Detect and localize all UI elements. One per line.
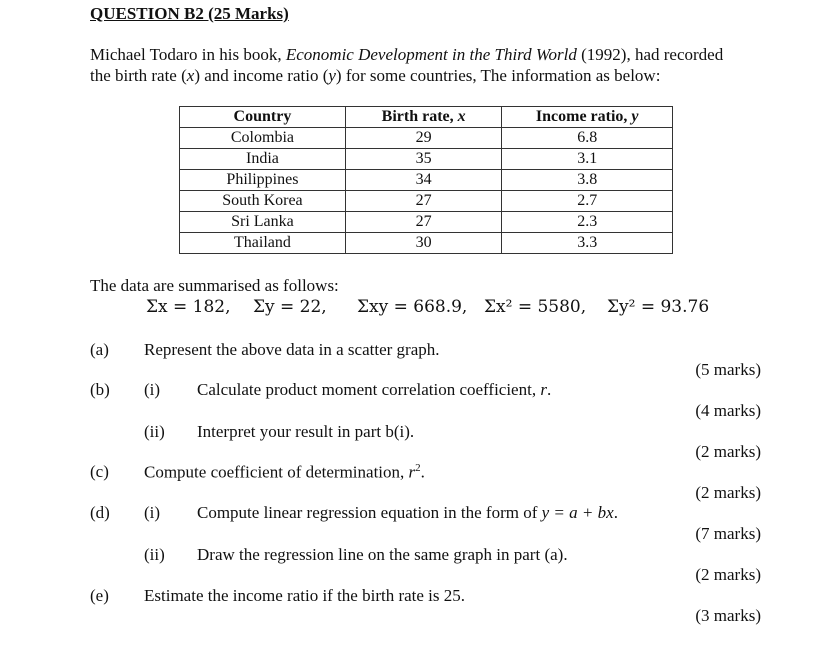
table-row	[180, 149, 673, 170]
cell-income: 3.1	[502, 149, 673, 170]
table-row	[180, 233, 673, 254]
label-a: (a)	[90, 340, 109, 359]
regression-equation: y = a + bx	[541, 503, 614, 522]
cell-birth: 35	[345, 149, 502, 170]
marks-b-ii: (2 marks)	[695, 442, 761, 461]
variable-r: r	[540, 380, 547, 399]
header-text: Income ratio,	[535, 108, 632, 125]
intro-paragraph	[90, 44, 723, 86]
label-b: (b)	[90, 380, 110, 399]
table-row	[180, 128, 673, 149]
marks-d-i: (7 marks)	[695, 524, 761, 543]
marks-e: (3 marks)	[695, 606, 761, 625]
table-row	[180, 212, 673, 233]
header-country: Country	[180, 107, 346, 128]
question-d-ii-text: Draw the regression line on the same graph in part (a).	[197, 545, 568, 564]
cell-income: 3.8	[502, 170, 673, 191]
question-text: Compute coefficient of determination,	[144, 462, 409, 482]
intro-text: the birth rate (	[90, 66, 187, 85]
superscript: 2	[415, 462, 421, 474]
marks-c: (2 marks)	[695, 483, 761, 502]
label-b-i: (i)	[144, 380, 161, 399]
cell-birth: 34	[345, 170, 502, 191]
book-title: Economic Development in the Third World	[285, 45, 577, 64]
cell-birth: 30	[345, 233, 502, 254]
label-b-ii: (ii)	[144, 422, 165, 441]
question-text: .	[613, 503, 618, 522]
label-d-i: (i)	[144, 503, 161, 522]
cell-income: 3.3	[502, 233, 673, 254]
table-header-row	[180, 107, 673, 128]
intro-text: Michael Todaro in his book,	[90, 45, 286, 64]
cell-birth: 27	[345, 191, 502, 212]
label-d: (d)	[90, 503, 110, 522]
intro-text: (1992), had recorded	[576, 45, 724, 64]
summary-text: The data are summarised as follows:	[90, 276, 339, 295]
table-row	[180, 191, 673, 212]
question-d-i-text	[197, 503, 618, 523]
cell-country: Colombia	[180, 128, 346, 149]
variable-y: y	[328, 66, 336, 85]
cell-country: Philippines	[180, 170, 346, 191]
question-b-ii-text: Interpret your result in part b(i).	[197, 422, 415, 441]
question-c-text	[144, 462, 425, 483]
cell-country: Sri Lanka	[180, 212, 346, 233]
variable-r: r	[408, 462, 416, 482]
summations-line	[0, 297, 827, 319]
data-table	[179, 106, 673, 254]
sum-x-squared: Σx² = 5580,	[484, 297, 587, 317]
marks-b-i: (4 marks)	[695, 401, 761, 420]
question-text: Compute linear regression equation in the form of	[197, 503, 542, 522]
question-text: Calculate product moment correlation coefficient,	[197, 380, 541, 399]
cell-income: 6.8	[502, 128, 673, 149]
intro-line-2	[90, 65, 723, 86]
cell-income: 2.7	[502, 191, 673, 212]
label-e: (e)	[90, 586, 109, 605]
marks-a: (5 marks)	[695, 360, 761, 379]
variable-y: y	[631, 108, 639, 125]
intro-text: ) and income ratio (	[194, 66, 329, 85]
question-b-i-text	[197, 380, 551, 400]
question-text: .	[420, 462, 425, 482]
intro-text: ) for some countries, The information as below:	[335, 66, 661, 85]
intro-line-1	[90, 44, 723, 65]
cell-birth: 29	[345, 128, 502, 149]
cell-income: 2.3	[502, 212, 673, 233]
question-heading: QUESTION B2 (25 Marks)	[90, 4, 289, 23]
sum-xy: Σxy = 668.9,	[357, 297, 468, 317]
sum-y: Σy = 22,	[253, 297, 327, 317]
header-income-ratio	[502, 107, 673, 128]
cell-country: Thailand	[180, 233, 346, 254]
variable-x: x	[457, 108, 466, 125]
variable-x: x	[186, 66, 195, 85]
label-d-ii: (ii)	[144, 545, 165, 564]
table-row	[180, 170, 673, 191]
cell-country: South Korea	[180, 191, 346, 212]
question-a-text: Represent the above data in a scatter graph.	[144, 340, 440, 359]
sum-y-squared: Σy² = 93.76	[607, 297, 710, 317]
question-e-text: Estimate the income ratio if the birth rate is 25.	[144, 586, 466, 605]
header-text: Birth rate,	[381, 108, 458, 125]
cell-birth: 27	[345, 212, 502, 233]
label-c: (c)	[90, 462, 109, 481]
marks-d-ii: (2 marks)	[695, 565, 761, 584]
sum-x: Σx = 182,	[146, 297, 231, 317]
cell-country: India	[180, 149, 346, 170]
question-text: .	[546, 380, 552, 399]
header-birth-rate	[345, 107, 502, 128]
